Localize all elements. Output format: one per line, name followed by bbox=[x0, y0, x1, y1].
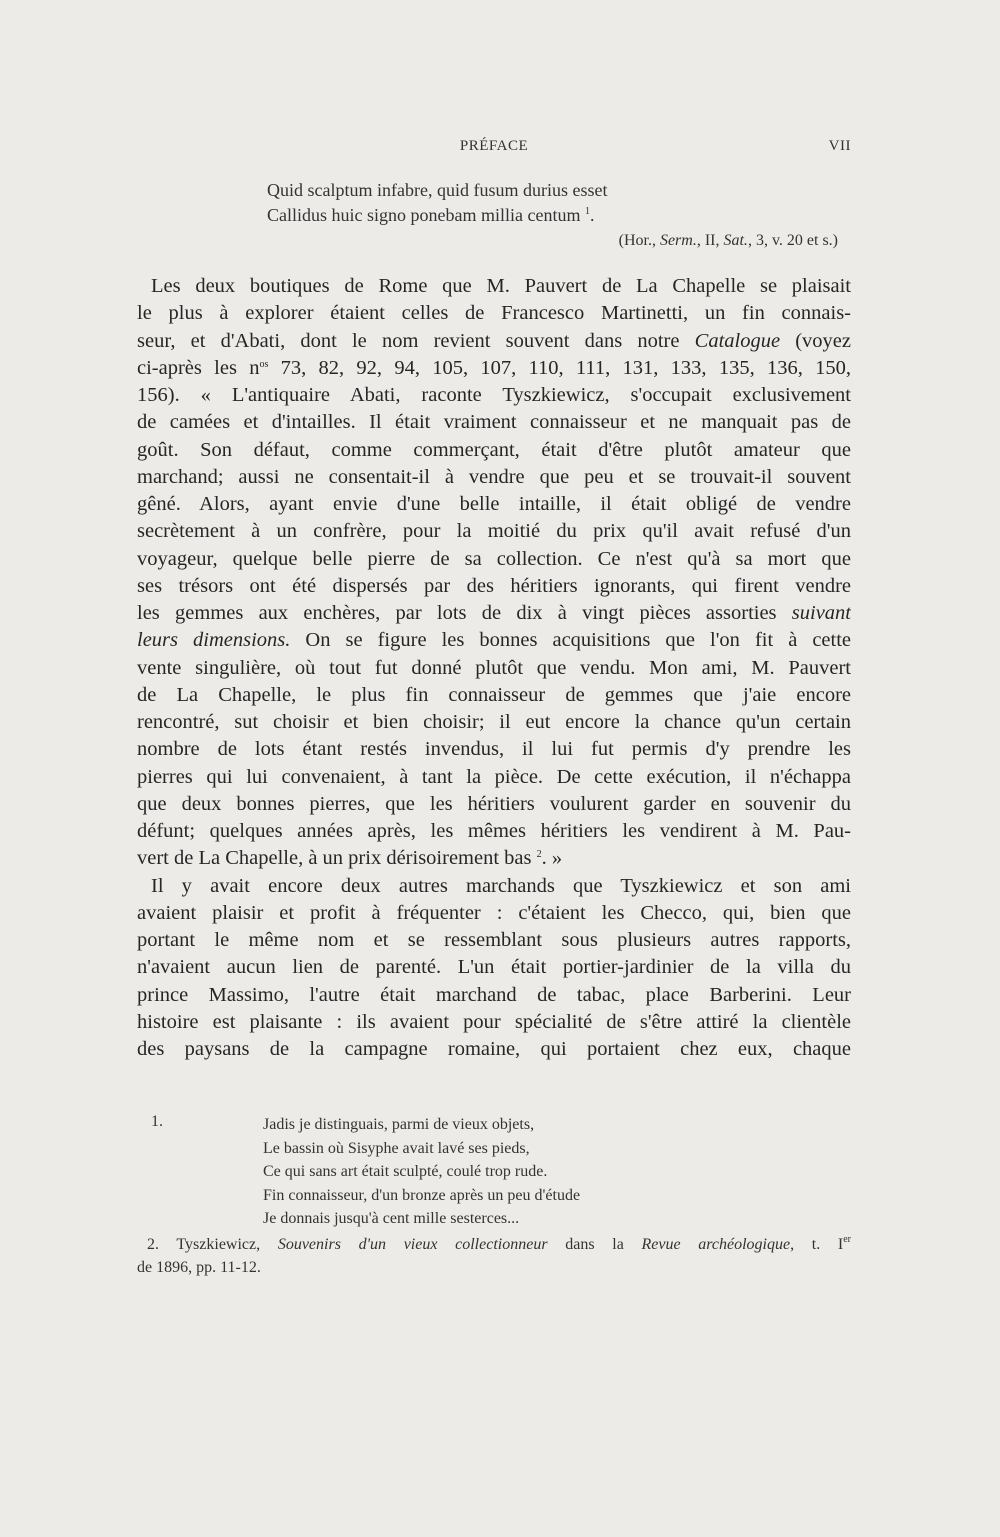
italic-title: Revue archéologique bbox=[641, 1236, 791, 1253]
epigraph-text: Quid scalptum infabre, quid fusum durius esset bbox=[267, 180, 608, 200]
text-line: n'avaient aucun lien de parenté. L'un était portier-jardinier de la villa du bbox=[137, 956, 851, 979]
text-run: les gemmes aux enchères, par lots de dix à vingt pièces assorties bbox=[137, 602, 792, 624]
text-run: . » bbox=[541, 847, 563, 870]
text-line: prince Massimo, l'autre était marchand de tabac, place Barberini. Leur bbox=[137, 983, 851, 1006]
text-line bbox=[137, 328, 851, 355]
source-text: , II, bbox=[696, 232, 724, 249]
text-line bbox=[137, 627, 851, 654]
text-line: de La Chapelle, le plus fin connaisseur de gemmes que j'aie encore bbox=[137, 683, 851, 706]
text-line: de camées et d'intailles. Il était vraiment connaisseur et ne manquait pas de bbox=[137, 411, 851, 434]
text-run: 73, 82, 92, 94, 105, 107, 110, 111, 131, 133, 135, 136, 150, bbox=[268, 356, 851, 379]
text-line bbox=[137, 355, 851, 382]
text-line: rencontré, sut choisir et bien choisir; il eut encore la chance qu'un certain bbox=[137, 711, 851, 733]
text-run: dans la bbox=[547, 1236, 642, 1253]
italic-text: suivant bbox=[791, 602, 851, 624]
verse-line: Fin connaisseur, d'un bronze après un peu d'étude bbox=[263, 1186, 581, 1204]
body-text bbox=[137, 273, 851, 1063]
text-line: ses trésors ont été dispersés par des héritiers ignorants, qui firent vendre bbox=[137, 574, 851, 597]
text-run: 2. Tyszkiewicz, bbox=[147, 1236, 278, 1253]
page-header bbox=[137, 138, 851, 160]
epigraph-source bbox=[267, 228, 852, 253]
text-line: que deux bonnes pierres, que les héritiers voulurent garder en souvenir du bbox=[137, 792, 851, 815]
footnote-verse bbox=[263, 1113, 580, 1231]
text-line bbox=[137, 845, 851, 872]
footnote-number: 1. bbox=[151, 1113, 163, 1130]
text-run: seur, et d'Abati, dont le nom revient souvent dans notre bbox=[137, 329, 695, 352]
text-run: On se figure les bonnes acquisitions que l'on fit à cette bbox=[290, 629, 851, 652]
text-line: Les deux boutiques de Rome que M. Pauvert de La Chapelle se plaisait bbox=[151, 275, 851, 297]
text-line: histoire est plaisante : ils avaient pour spécialité de s'être attiré la clientèle bbox=[137, 1010, 851, 1033]
footnote-2 bbox=[137, 1233, 851, 1279]
footnote-line: de 1896, pp. 11-12. bbox=[137, 1259, 261, 1276]
text-line: le plus à explorer étaient celles de Francesco Martinetti, un fin connais- bbox=[137, 302, 851, 325]
text-line: nombre de lots étant restés invendus, il lui fut permis d'y prendre les bbox=[137, 738, 851, 761]
source-title: Sat. bbox=[723, 232, 748, 249]
text-run: (voyez bbox=[780, 329, 851, 352]
italic-title: Souvenirs d'un vieux collectionneur bbox=[277, 1236, 548, 1253]
text-line: 156). « L'antiquaire Abati, raconte Tyszkiewicz, s'occupait exclusivement bbox=[137, 384, 851, 406]
text-run: , t. I bbox=[790, 1236, 844, 1253]
running-title: PRÉFACE bbox=[459, 138, 529, 154]
epigraph-text: Callidus huic signo ponebam millia centum bbox=[267, 205, 581, 225]
footnote-ref: 2 bbox=[536, 849, 542, 861]
text-run: vert de La Chapelle, à un prix dérisoirement bas bbox=[137, 847, 532, 870]
epigraph-line: Callidus huic signo ponebam millia centum $^1$. bbox=[267, 205, 595, 225]
text-line: secrètement à un confrère, pour la moitié du prix qu'il avait refusé d'un bbox=[137, 520, 851, 543]
page-number: VII bbox=[828, 138, 851, 154]
text-line: vente singulière, où tout fut donné plutôt que vendu. Mon ami, M. Pauvert bbox=[137, 656, 851, 679]
italic-text: leurs dimensions. bbox=[137, 629, 291, 652]
source-title: Serm. bbox=[659, 232, 697, 249]
italic-title: Catalogue bbox=[694, 329, 781, 352]
superscript: er bbox=[843, 1234, 851, 1245]
text-line: pierres qui lui convenaient, à tant la pièce. De cette exécution, il n'échappa bbox=[137, 765, 851, 788]
text-line: gêné. Alors, ayant envie d'une belle intaille, il était obligé de vendre bbox=[137, 493, 851, 515]
epigraph bbox=[267, 178, 852, 253]
verse-line: Jadis je distinguais, parmi de vieux objets, bbox=[263, 1116, 535, 1133]
text-line: avaient plaisir et profit à fréquenter : c'étaient les Checco, qui, bien que bbox=[137, 901, 851, 924]
text-line: marchand; aussi ne consentait-il à vendre que peu et se trouvait-il souvent bbox=[137, 465, 851, 488]
verse-line: Le bassin où Sisyphe avait lavé ses pieds, bbox=[263, 1139, 530, 1157]
text-line: portant le même nom et se ressemblant sous plusieurs autres rapports, bbox=[137, 929, 851, 951]
text-line: des paysans de la campagne romaine, qui portaient chez eux, chaque bbox=[137, 1038, 851, 1060]
text-line bbox=[137, 600, 851, 627]
superscript: os bbox=[259, 358, 269, 370]
source-text: , 3, v. 20 et s.) bbox=[747, 232, 838, 249]
footnote-line bbox=[147, 1233, 851, 1256]
text-line: défunt; quelques années après, les mêmes héritiers les vendirent à M. Pau- bbox=[137, 820, 851, 842]
source-text: (Hor., bbox=[618, 232, 660, 249]
text-line: Il y avait encore deux autres marchands que Tyszkiewicz et son ami bbox=[151, 874, 851, 897]
text-run: ci-après les n bbox=[137, 356, 260, 379]
verse-line: Je donnais jusqu'à cent mille sesterces... bbox=[263, 1210, 520, 1227]
epigraph-line bbox=[267, 178, 852, 203]
text-line: goût. Son défaut, comme commerçant, était d'être plutôt amateur que bbox=[137, 438, 851, 461]
text-line: voyageur, quelque belle pierre de sa collection. Ce n'est qu'à sa mort que bbox=[137, 547, 851, 570]
verse-line: Ce qui sans art était sculpté, coulé trop rude. bbox=[263, 1163, 548, 1180]
footnote-ref: 1 bbox=[584, 206, 590, 217]
